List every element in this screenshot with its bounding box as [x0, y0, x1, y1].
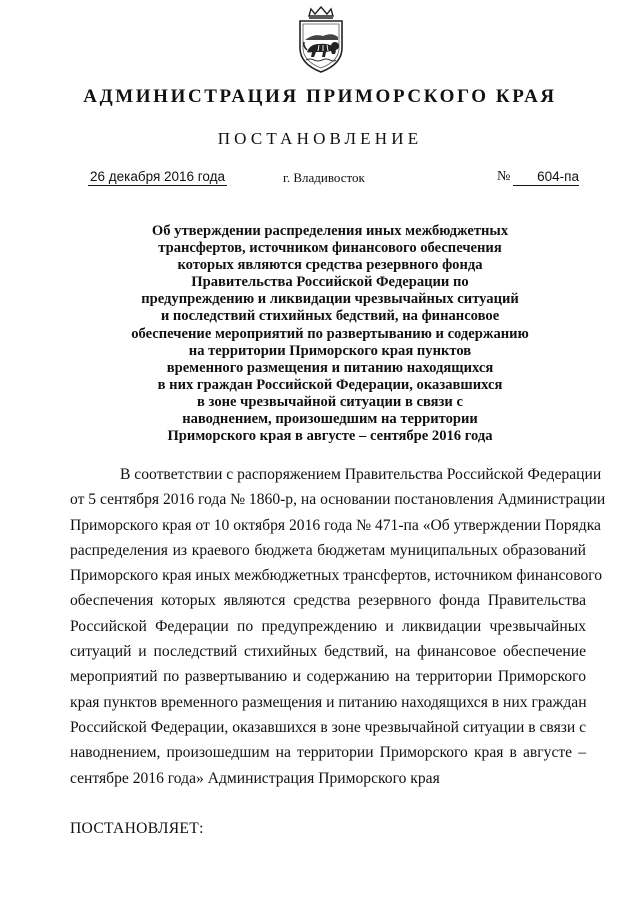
subject-line: наводнением, произошедшим на территории — [182, 411, 478, 428]
body-line: мероприятий по развертыванию и содержанию на территории Приморского — [70, 668, 586, 686]
body-line: обеспечения которых являются средства резервного фонда Правительства — [70, 592, 586, 610]
subject-line: Об утверждении распределения иных межбюджетных — [151, 223, 509, 239]
document-city: г. Владивосток — [283, 170, 365, 185]
document-number: 604-па — [513, 169, 579, 186]
body-line: ситуаций и последствий стихийных бедствий, на финансовое обеспечение — [70, 643, 586, 661]
coat-of-arms-tiger-icon — [292, 6, 350, 74]
body-line: Приморского края иных межбюджетных трансфертов, источником финансового — [70, 567, 603, 585]
document-date: 26 декабря 2016 года — [90, 169, 226, 184]
body-line: В соответствии с распоряжением Правительства Российской Федерации — [120, 466, 602, 483]
subject-line: временного размещения и питанию находящихся — [166, 359, 494, 376]
subject-line: Правительства Российской Федерации по — [191, 274, 469, 291]
number-sign: № — [497, 169, 511, 184]
resolution-label: ПОСТАНОВЛЯЕТ: — [70, 820, 204, 837]
organization-title: АДМИНИСТРАЦИЯ ПРИМОРСКОГО КРАЯ — [83, 86, 557, 107]
subject-line: обеспечение мероприятий по развертыванию и содержанию — [131, 325, 529, 342]
body-line: распределения из краевого бюджета бюджетам муниципальных образований — [70, 541, 586, 559]
document-subject — [120, 223, 540, 445]
body-line: Российской Федерации по предупреждению и ликвидации чрезвычайных — [70, 617, 586, 635]
body-line: от 5 сентября 2016 года № 1860-р, на основании постановления Администрации — [70, 491, 606, 509]
body-line: Российской Федерации, оказавшихся в зоне чрезвычайной ситуации в связи с — [70, 718, 587, 736]
body-line: края пунктов временного размещения и питанию находящихся в них граждан — [70, 693, 587, 711]
body-line: сентябре 2016 года» Администрация Приморского края — [70, 769, 440, 787]
subject-line: на территории Приморского края пунктов — [188, 342, 472, 359]
subject-line: и последствий стихийных бедствий, на финансовое — [160, 308, 500, 325]
subject-line: Приморского края в августе – сентябре 2016 года — [167, 428, 493, 445]
subject-line: трансфертов, источником финансового обеспечения — [158, 240, 502, 257]
body-line: наводнением, произошедшим на территории Приморского края в августе – — [70, 744, 586, 762]
subject-line: в зоне чрезвычайной ситуации в связи с — [197, 393, 463, 410]
subject-line: которых являются средства резервного фонда — [177, 257, 483, 274]
preamble-paragraph — [70, 462, 606, 791]
document-meta-row — [0, 169, 640, 191]
document-type-heading: ПОСТАНОВЛЕНИЕ — [217, 129, 423, 148]
subject-line: в них граждан Российской Федерации, оказавшихся — [157, 376, 503, 393]
body-line: Приморского края от 10 октября 2016 года № 471-па «Об утверждении Порядка — [70, 516, 601, 534]
subject-line: предупреждению и ликвидации чрезвычайных ситуаций — [141, 291, 519, 308]
